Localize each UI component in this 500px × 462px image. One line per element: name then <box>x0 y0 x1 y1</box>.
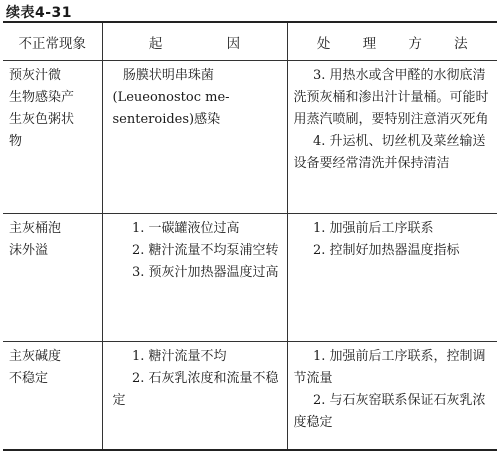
cause-item: 1. 糖汁流量不均 <box>132 349 227 364</box>
phenomenon-cell <box>3 61 102 214</box>
cause-item: 2. 石灰乳浓度和流量不稳定 <box>112 371 279 408</box>
cause-line: 肠膜状明串珠菌 <box>122 68 214 83</box>
table-row <box>3 342 497 451</box>
phenomenon-line: 生物感染产 <box>9 90 75 105</box>
method-item: 2. 控制好加热器温度指标 <box>313 243 460 258</box>
header-cause: 起 因 <box>102 22 287 61</box>
method-item: 1. 加强前后工序联系，控制调节流量 <box>293 349 486 386</box>
table-header <box>3 22 497 61</box>
cause-cell <box>102 342 287 451</box>
method-cell <box>287 214 497 342</box>
phenomenon-line: 生灰色粥状 <box>9 112 75 127</box>
troubleshooting-table <box>3 21 497 451</box>
method-item: 1. 加强前后工序联系 <box>313 221 434 236</box>
phenomenon-cell <box>3 214 102 342</box>
method-item: 4. 升运机、切丝机及菜丝输送设备要经常清洗并保持清洁 <box>293 134 486 171</box>
phenomenon-line: 主灰桶泡 <box>9 221 62 236</box>
cause-line: (Leueonostoc me- <box>112 90 230 105</box>
phenomenon-line: 预灰汁微 <box>9 68 62 83</box>
phenomenon-cell <box>3 342 102 451</box>
phenomenon-line: 沫外溢 <box>9 243 49 258</box>
table-row <box>3 61 497 214</box>
cause-line: senteroides)感染 <box>112 112 221 127</box>
phenomenon-line: 物 <box>9 134 23 149</box>
cause-item: 2. 糖汁流量不均泵浦空转 <box>132 243 279 258</box>
method-item: 2. 与石灰窑联系保证石灰乳浓度稳定 <box>293 393 486 430</box>
phenomenon-line: 主灰碱度 <box>9 349 62 364</box>
table-caption: 续表4-31 <box>6 5 73 21</box>
table-row <box>3 214 497 342</box>
method-item: 3. 用热水或含甲醛的水彻底清洗预灰桶和渗出汁计量桶。可能时用蒸汽喷刷，要特别注意消灭死角 <box>293 68 489 127</box>
header-phenomenon: 不正常现象 <box>3 22 102 61</box>
cause-item: 3. 预灰汁加热器温度过高 <box>132 265 279 280</box>
header-method: 处 理 方 法 <box>287 22 497 61</box>
cause-cell <box>102 61 287 214</box>
cause-item: 1. 一碳罐液位过高 <box>132 221 240 236</box>
cause-cell <box>102 214 287 342</box>
method-cell <box>287 61 497 214</box>
method-cell <box>287 342 497 451</box>
phenomenon-line: 不稳定 <box>9 371 49 386</box>
